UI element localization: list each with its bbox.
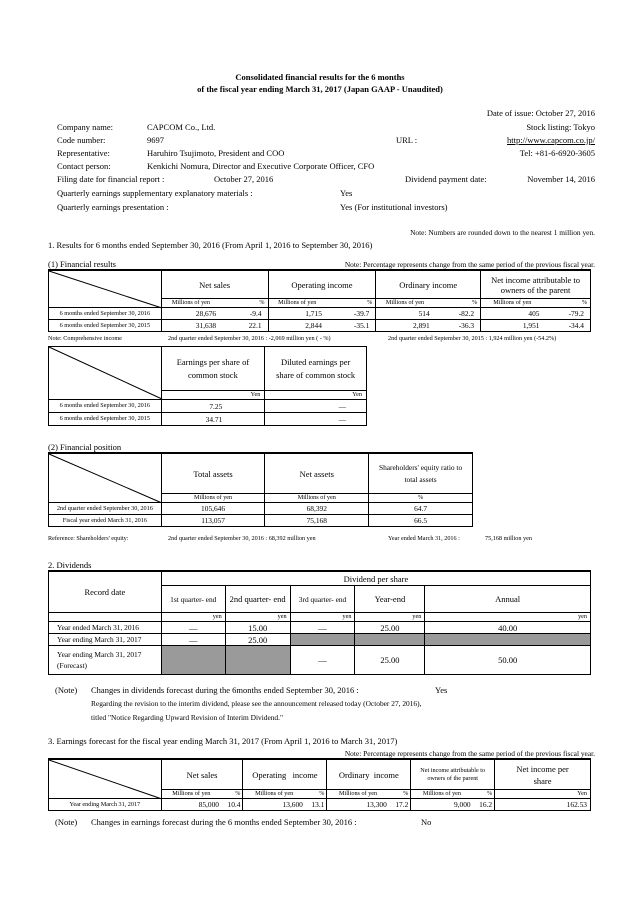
- header-q1: 1st quarter- end: [161, 586, 225, 613]
- header-q3: 3rd quarter- end: [290, 586, 355, 613]
- date-of-issue: Date of issue: October 27, 2016: [486, 108, 595, 118]
- cell-value: 17.2: [389, 799, 411, 811]
- cell-value: 2,844: [268, 320, 326, 332]
- yen-label: Yen: [161, 391, 265, 400]
- financial-results-table: [48, 270, 591, 332]
- cell-value: 13.1: [305, 799, 327, 811]
- header-diluted-eps: Diluted earnings per share of common stock: [265, 347, 367, 391]
- shaded-cell: [225, 646, 290, 675]
- contact-label: Contact person:: [57, 161, 111, 171]
- yen-label: yen: [290, 613, 355, 622]
- cell-value: 2,891: [376, 320, 434, 332]
- cell-value: 113,057: [161, 515, 265, 527]
- header-net-sales: Net sales: [161, 760, 243, 790]
- cell-value: 105,646: [161, 503, 265, 515]
- header-ordinary-income: Ordinary income: [376, 271, 481, 299]
- dividends-heading: 2. Dividends: [48, 560, 92, 570]
- unit-label: Millions of yen: [161, 299, 220, 308]
- rounding-note: Note: Numbers are rounded down to the nearest 1 million yen.: [410, 228, 595, 237]
- cell-value: 25.00: [355, 646, 425, 675]
- cell-value: 66.5: [369, 515, 473, 527]
- financial-position-table: [48, 453, 473, 527]
- comprehensive-income-note: Note: Comprehensive income: [48, 335, 122, 342]
- row-label: Fiscal year ended March 31, 2016: [49, 515, 162, 527]
- section1-heading: 1. Results for 6 months ended September 30, 2016 (From April 1, 2016 to September 30, 2016): [48, 240, 373, 250]
- dividends-note-line2: Regarding the revision to the interim dividend, please see the announcement released today (October 27, 2016),: [91, 699, 422, 708]
- cell-value: 25.00: [355, 622, 425, 634]
- forecast-heading: 3. Earnings forecast for the fiscal year ending March 31, 2017 (From April 1, 2016 to March 31, 2017): [48, 736, 398, 746]
- dividends-note-label: (Note): [55, 685, 78, 695]
- yen-label: yen: [355, 613, 425, 622]
- cell-value: -39.7: [326, 308, 376, 320]
- shaded-cell: [290, 634, 355, 646]
- cell-value: ―: [161, 634, 225, 646]
- unit-label: Millions of yen: [161, 494, 265, 503]
- header-net-assets: Net assets: [265, 454, 369, 494]
- eps-table: [48, 346, 367, 426]
- filing-date: October 27, 2016: [214, 174, 274, 184]
- forecast-note-value: No: [421, 817, 432, 827]
- cell-value: -82.2: [434, 308, 481, 320]
- supplementary-materials-value: Yes: [340, 188, 353, 198]
- company-url-link[interactable]: http://www.capcom.co.jp/: [507, 135, 595, 145]
- cell-value: -36.3: [434, 320, 481, 332]
- pct-label: %: [473, 790, 495, 799]
- cell-value: 64.7: [369, 503, 473, 515]
- telephone: Tel: +81-6-6920-3605: [519, 148, 595, 158]
- shaded-cell: [355, 634, 425, 646]
- row-label: Year ending March 31, 2017: [49, 634, 162, 646]
- filing-date-label: Filing date for financial report :: [57, 174, 165, 184]
- reference-equity-2016: 2nd quarter ended September 30, 2016 : 68,392 million yen: [168, 535, 316, 542]
- diagonal-header-cell: [49, 760, 162, 799]
- representative-label: Representative:: [57, 148, 110, 158]
- cell-value: 514: [376, 308, 434, 320]
- yen-label: yen: [225, 613, 290, 622]
- cell-value: 34.71: [161, 413, 265, 426]
- cell-value: 7.25: [161, 400, 265, 413]
- row-label: 2nd quarter ended September 30, 2016: [49, 503, 162, 515]
- company-name: CAPCOM Co., Ltd.: [147, 122, 216, 132]
- dividends-table: [48, 571, 591, 675]
- header-equity-ratio: Shareholders' equity ratio to total assets: [369, 454, 473, 494]
- row-label: Year ended March 31, 2016: [49, 622, 162, 634]
- header-operating-income: Operating income: [268, 271, 376, 299]
- diagonal-header-cell: [49, 347, 162, 400]
- comprehensive-income-2015: 2nd quarter ended September 30, 2015 : 1,924 million yen (-54.2%): [388, 335, 557, 342]
- code-label: Code number:: [57, 135, 106, 145]
- cell-value: 9,000: [411, 799, 473, 811]
- comprehensive-income-2016: 2nd quarter ended September 30, 2016 : -2,069 million yen ( - %): [168, 335, 331, 342]
- diagonal-header-cell: [49, 271, 162, 308]
- cell-value: 68,392: [265, 503, 369, 515]
- yen-label: Yen: [265, 391, 367, 400]
- dividends-note-line3: titled "Notice Regarding Upward Revision of Interim Dividend.": [91, 713, 283, 722]
- cell-value: 13,300: [327, 799, 389, 811]
- cell-value: -9.4: [220, 308, 268, 320]
- cell-value: 22.1: [220, 320, 268, 332]
- cell-value: 162.53: [495, 799, 591, 811]
- cell-value: ―: [265, 400, 367, 413]
- pct-label: %: [389, 790, 411, 799]
- header-operating-income: Operating income: [243, 760, 327, 790]
- cell-value: -79.2: [544, 308, 591, 320]
- row-label: Year ending March 31, 2017: [57, 650, 142, 659]
- row-label-sub: (Forecast): [57, 661, 87, 670]
- supplementary-materials-label: Quarterly earnings supplementary explanatory materials :: [57, 188, 253, 198]
- cell-value: 1,715: [268, 308, 326, 320]
- header-year-end: Year-end: [355, 586, 425, 613]
- stock-listing: Stock listing: Tokyo: [526, 122, 595, 132]
- pct-label: %: [220, 299, 268, 308]
- unit-label: Millions of yen: [243, 790, 305, 799]
- shaded-cell: [161, 646, 225, 675]
- header-net-income-parent: Net income attributable to owners of the parent: [481, 271, 591, 299]
- contact-person: Kenkichi Nomura, Director and Executive Corporate Officer, CFO: [147, 161, 375, 171]
- pct-label: %: [434, 299, 481, 308]
- header-dividend-per-share: Dividend per share: [161, 572, 590, 586]
- financial-results-subheading: (1) Financial results: [48, 259, 116, 269]
- forecast-note-label: (Note): [55, 817, 78, 827]
- header-net-income-parent: Net income attributable to owners of the parent: [411, 760, 495, 790]
- unit-label: Millions of yen: [411, 790, 473, 799]
- cell-value: 50.00: [425, 646, 591, 675]
- earnings-presentation-value: Yes (For institutional investors): [340, 202, 448, 212]
- cell-value: -35.1: [326, 320, 376, 332]
- reference-equity-label: Reference: Shareholders' equity:: [48, 535, 129, 542]
- row-label: Year ending March 31, 2017: [49, 799, 162, 811]
- row-label: 6 months ended September 30, 2016: [49, 308, 162, 320]
- cell-value: 10.4: [221, 799, 243, 811]
- dividend-payment-date: November 14, 2016: [527, 174, 595, 184]
- cell-value: 16.2: [473, 799, 495, 811]
- header-annual: Annual: [425, 586, 591, 613]
- cell-value: 25.00: [225, 634, 290, 646]
- header-eps: Earnings per share of common stock: [161, 347, 265, 391]
- cell-value: ―: [265, 413, 367, 426]
- cell-value: 40.00: [425, 622, 591, 634]
- pct-label: %: [326, 299, 376, 308]
- code-number: 9697: [147, 135, 164, 145]
- pct-label: %: [305, 790, 327, 799]
- dividends-note-text: Changes in dividends forecast during the 6months ended September 30, 2016 :: [91, 685, 359, 695]
- cell-value: 31,638: [161, 320, 220, 332]
- cell-value: 1,951: [481, 320, 544, 332]
- cell-value: ―: [290, 622, 355, 634]
- cell-value: 15.00: [225, 622, 290, 634]
- cell-value: 28,676: [161, 308, 220, 320]
- cell-value: 85,000: [161, 799, 221, 811]
- doc-title-line2: of the fiscal year ending March 31, 2017 (Japan GAAP - Unaudited): [197, 84, 443, 94]
- header-ordinary-income: Ordinary income: [327, 760, 411, 790]
- cell-value: ―: [161, 622, 225, 634]
- yen-label: yen: [425, 613, 591, 622]
- header-record-date: Record date: [49, 572, 162, 613]
- representative: Haruhiro Tsujimoto, President and COO: [147, 148, 285, 158]
- reference-equity-2015-label: Year ended March 31, 2016 :: [388, 535, 460, 542]
- header-total-assets: Total assets: [161, 454, 265, 494]
- row-label-forecast: [49, 646, 162, 675]
- pct-label: %: [544, 299, 591, 308]
- url-label: URL :: [396, 135, 418, 145]
- pct-label: %: [221, 790, 243, 799]
- yen-label: Yen: [495, 790, 591, 799]
- unit-label: Millions of yen: [265, 494, 369, 503]
- dividend-payment-label: Dividend payment date:: [405, 174, 487, 184]
- pct-label: %: [369, 494, 473, 503]
- diagonal-header-cell: [49, 454, 162, 503]
- unit-label: Millions of yen: [268, 299, 326, 308]
- earnings-presentation-label: Quarterly earnings presentation :: [57, 202, 169, 212]
- header-q2: 2nd quarter- end: [225, 586, 290, 613]
- cell-value: ―: [290, 646, 355, 675]
- forecast-table: [48, 759, 591, 811]
- company-name-label: Company name:: [57, 122, 113, 132]
- cell-value: 75,168: [265, 515, 369, 527]
- yen-label: yen: [161, 613, 225, 622]
- unit-label: Millions of yen: [161, 790, 221, 799]
- financial-position-subheading: (2) Financial position: [48, 442, 122, 452]
- doc-title-line1: Consolidated financial results for the 6 months: [235, 72, 405, 82]
- row-label: 6 months ended September 30, 2015: [49, 320, 162, 332]
- percentage-note-3: Note: Percentage represents change from the same period of the previous fiscal year.: [344, 749, 595, 758]
- cell-value: -34.4: [544, 320, 591, 332]
- reference-equity-2015-value: 75,168 million yen: [485, 535, 532, 542]
- percentage-note-1: Note: Percentage represents change from the same period of the previous fiscal year.: [344, 260, 595, 269]
- unit-label: Millions of yen: [376, 299, 434, 308]
- row-label: 6 months ended September 30, 2016: [49, 400, 162, 413]
- shaded-cell: [425, 634, 591, 646]
- unit-label: Millions of yen: [327, 790, 389, 799]
- dividends-note-value: Yes: [435, 685, 448, 695]
- row-label: 6 months ended September 30, 2015: [49, 413, 162, 426]
- cell-value: 13,600: [243, 799, 305, 811]
- cell-value: 405: [481, 308, 544, 320]
- header-net-sales: Net sales: [161, 271, 268, 299]
- header-net-income-per-share: Net income per share: [495, 760, 591, 790]
- unit-label: Millions of yen: [481, 299, 544, 308]
- forecast-note-text: Changes in earnings forecast during the 6 months ended September 30, 2016 :: [91, 817, 357, 827]
